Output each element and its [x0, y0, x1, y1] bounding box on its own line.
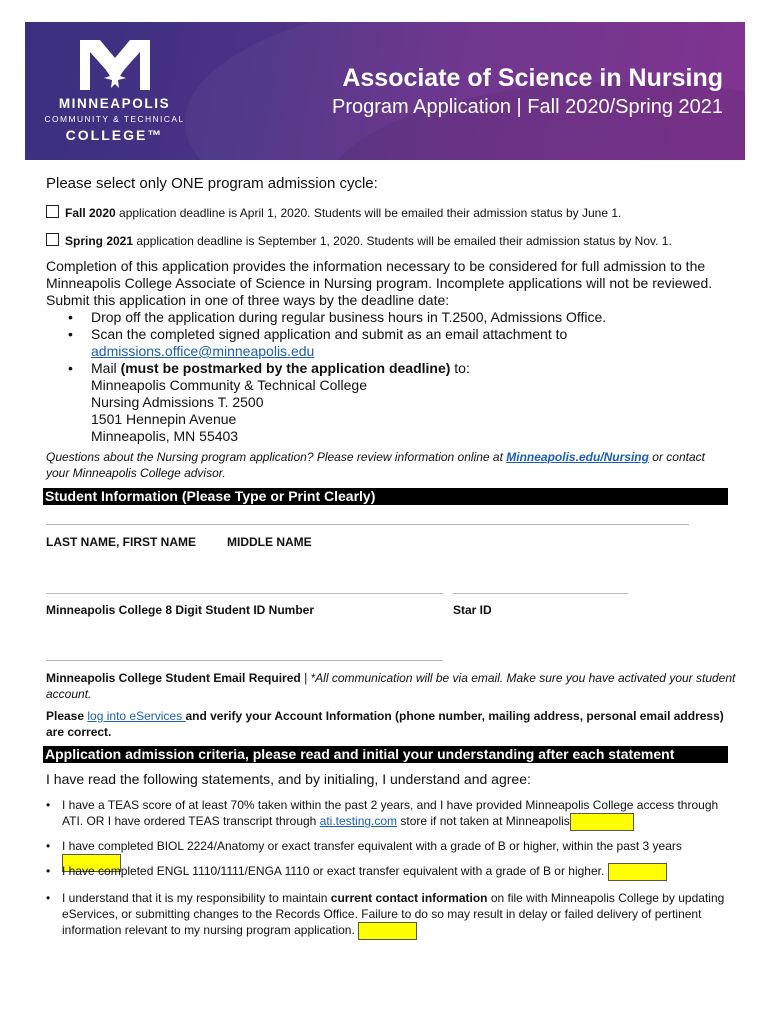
list-item: [46, 326, 736, 360]
name-field-line[interactable]: [46, 524, 689, 525]
questions-text: Questions about the Nursing program application? Please review information online at: [46, 450, 507, 464]
address-line: 1501 Hennepin Avenue: [91, 411, 237, 427]
address-line: Nursing Admissions T. 2500: [91, 394, 264, 410]
student-id-field-line[interactable]: [46, 593, 443, 594]
initial-box-contact[interactable]: [358, 922, 417, 940]
bullet-text: Scan the completed signed application and submit as an email attachment to: [91, 326, 568, 342]
criteria-item-teas: [46, 797, 736, 831]
nursing-website-link[interactable]: Minneapolis.edu/Nursing: [506, 450, 649, 464]
email-requirement: [46, 670, 736, 702]
address-line: Minneapolis Community & Technical College: [91, 377, 367, 393]
option-text: application deadline is April 1, 2020. Students will be emailed their admission status by June 1.: [115, 206, 622, 220]
criteria-text: I understand that it is my responsibility to maintain: [62, 891, 331, 905]
page-title: Associate of Science in Nursing: [342, 64, 723, 92]
student-id-label: Minneapolis College 8 Digit Student ID Number: [46, 603, 315, 617]
initial-box-teas[interactable]: [570, 813, 634, 831]
college-logo-icon: [78, 38, 152, 92]
option-term: Spring 2021: [65, 234, 134, 248]
cycle-prompt: Please select only ONE program admission cycle:: [46, 175, 378, 192]
email-note: | *All communication will be via email. Make sure you have activated your student account.: [46, 671, 736, 701]
bullet: •: [46, 839, 51, 853]
intro-paragraph: Completion of this application provides the information necessary to be considered for full admission to the Minneapolis College Associate of Science in Nursing program. Incomplete applications will not be reviewed. Submit this application in one of three ways by the deadline date:: [46, 258, 713, 308]
eservices-link[interactable]: log into eServices: [87, 709, 186, 723]
option-text: application deadline is September 1, 2020. Students will be emailed their admission status by Nov. 1.: [133, 234, 672, 248]
address-line: Minneapolis, MN 55403: [91, 428, 239, 444]
bullet: •: [46, 864, 51, 878]
intro-section: [46, 258, 736, 445]
bullet-text: Mail: [91, 360, 121, 376]
bullet: •: [68, 309, 73, 325]
logo-text-college: COLLEGE™: [65, 127, 164, 143]
questions-text: or contact your Minneapolis College advisor.: [46, 450, 705, 480]
bullet-text: Drop off the application during regular business hours in T.2500, Admissions Office.: [91, 309, 607, 325]
criteria-text: I have completed ENGL 1110/1111/ENGA 1110 or exact transfer equivalent with a grade of B or higher.: [62, 864, 605, 879]
header-banner: [25, 22, 745, 160]
last-first-name-label: LAST NAME, FIRST NAME: [46, 535, 196, 549]
ati-testing-link[interactable]: ati.testing.com: [319, 814, 398, 829]
page-subtitle: Program Application | Fall 2020/Spring 2021: [332, 96, 723, 118]
admissions-email-link[interactable]: admissions.office@minneapolis.edu: [91, 343, 315, 359]
criteria-text: store if not taken at Minneapolis: [397, 814, 570, 829]
spring-2021-checkbox[interactable]: [46, 233, 59, 246]
bullet: •: [68, 326, 73, 342]
spring-2021-option[interactable]: [46, 233, 672, 248]
bullet: •: [46, 798, 51, 812]
initial-box-engl[interactable]: [608, 863, 667, 881]
student-info-heading: Student Information (Please Type or Print Clearly): [43, 488, 728, 505]
postmark-note: (must be postmarked by the application deadline): [120, 360, 451, 376]
eservices-text: Please: [46, 709, 88, 723]
criteria-intro: I have read the following statements, and by initialing, I understand and agree:: [46, 771, 531, 787]
star-id-field-line[interactable]: [453, 593, 628, 594]
questions-note: [46, 449, 726, 481]
email-field-line[interactable]: [46, 660, 443, 661]
criteria-heading: Application admission criteria, please read and initial your understanding after each statement: [43, 746, 728, 763]
criteria-item-contact: [46, 890, 736, 940]
bullet-text: to:: [450, 360, 470, 376]
criteria-item-engl: [46, 863, 736, 881]
submission-methods: [46, 309, 736, 445]
criteria-text: I have completed BIOL 2224/Anatomy or exact transfer equivalent with a grade of B or higher, within the past 3 years: [62, 839, 682, 853]
eservices-note: [46, 708, 736, 740]
email-label: Minneapolis College Student Email Required: [46, 671, 301, 685]
criteria-text: I have a TEAS score of at least 70% taken within the past 2 years, and I have provided Minneapolis College access through ATI. OR I have ordered TEAS transcript through: [62, 798, 719, 829]
bullet: •: [46, 891, 51, 905]
logo-text-minneapolis: MINNEAPOLIS: [58, 96, 171, 111]
criteria-bold: current contact information: [330, 891, 488, 905]
star-id-label: Star ID: [453, 603, 492, 617]
fall-2020-checkbox[interactable]: [46, 205, 59, 218]
logo-text-community: COMMUNITY & TECHNICAL: [44, 114, 185, 124]
list-item: [46, 309, 736, 326]
criteria-text: on file with Minneapolis College by updating eServices, or submitting changes to the Records Office. Failure to do so may result in delay or failed delivery of pertinent information relevant to my nursing program application.: [62, 891, 725, 938]
eservices-text: and verify your Account Information (phone number, mailing address, personal email address) are correct.: [46, 709, 724, 739]
fall-2020-option[interactable]: [46, 205, 621, 220]
bullet: •: [68, 360, 73, 376]
option-term: Fall 2020: [65, 206, 116, 220]
middle-name-label: MIDDLE NAME: [227, 535, 312, 549]
list-item: [46, 360, 736, 445]
